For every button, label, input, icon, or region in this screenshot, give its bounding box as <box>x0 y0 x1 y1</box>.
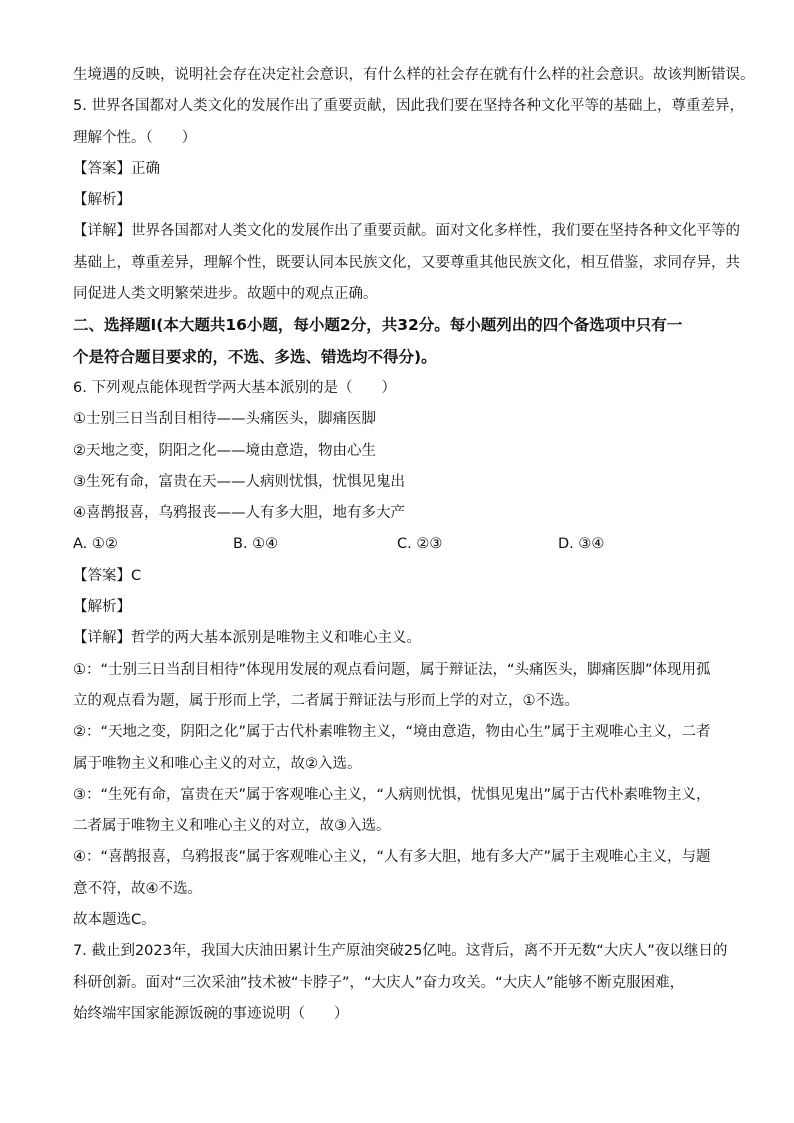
q6-conclusion: 故本题选C。 <box>73 912 156 929</box>
q6-detail-line-8: ④：“喜鹊报喜，乌鸦报丧”属于客观唯心主义，“人有多大胆，地有多大产”属于主观唯心主义，与题 <box>73 849 711 866</box>
q7-stem-line-3: 始终端牢国家能源饭碗的事迹说明（ ） <box>73 1005 349 1022</box>
question-5 <box>73 91 773 310</box>
q6-statement-2: ②天地之变，阴阳之化——境由意造，物由心生 <box>73 442 376 459</box>
q6-stem: 6. 下列观点能体现哲学两大基本派别的是（ ） <box>73 379 396 396</box>
q7-stem-line-1: 7. 截止到2023年，我国大庆油田累计生产原油突破25亿吨。这背后，离不开无数“大庆人”夜以继日的 <box>73 943 728 960</box>
q6-detail-line-5: 属于唯物主义和唯心主义的对立，故②入选。 <box>73 755 362 772</box>
q6-options <box>73 529 773 560</box>
q5-stem-line-1: 5. 世界各国都对人类文化的发展作出了重要贡献，因此我们要在坚持各种文化平等的基础上，尊重差异， <box>73 98 744 115</box>
q6-statement-3: ③生死有命，富贵在天——人病则忧惧，忧惧见鬼出 <box>73 473 405 490</box>
section-heading-line-1: 二、选择题Ⅰ(本大题共16小题，每小题2分，共32分。每小题列出的四个备选项中只有一 <box>73 316 683 335</box>
q5-stem-line-2: 理解个性。（ ） <box>73 129 197 146</box>
q5-answer: 【答案】正确 <box>73 160 160 177</box>
q6-statement-1: ①士别三日当刮目相待——头痛医头，脚痛医脚 <box>73 411 376 428</box>
previous-explanation-end: 生境遇的反映，说明社会存在决定社会意识，有什么样的社会存在就有什么样的社会意识。故该判断错误。 <box>73 67 755 83</box>
q6-statement-4: ④喜鹊报喜，乌鸦报丧——人有多大胆，地有多大产 <box>73 505 405 522</box>
section-heading-line-2: 个是符合题目要求的，不选、多选、错选均不得分)。 <box>73 347 437 366</box>
q6-option-b: B. ①④ <box>233 536 279 553</box>
q5-detail-line-1: 【详解】世界各国都对人类文化的发展作出了重要贡献。面对文化多样性，我们要在坚持各种文化平等的 <box>73 223 740 240</box>
q6-detail-line-6: ③：“生死有命，富贵在天”属于客观唯心主义，“人病则忧惧，忧惧见鬼出”属于古代朴素唯物主义， <box>73 786 711 803</box>
q6-detail-line-3: 立的观点看为题，属于形而上学，二者属于辩证法与形而上学的对立，①不选。 <box>73 692 579 709</box>
q6-option-a: A. ①② <box>73 536 118 553</box>
q6-detail-line-7: 二者属于唯物主义和唯心主义的对立，故③入选。 <box>73 818 391 835</box>
q6-detail-line-9: 意不符，故④不选。 <box>73 880 202 897</box>
q5-analysis-label: 【解析】 <box>73 192 131 209</box>
q6-option-d: D. ③④ <box>558 536 605 553</box>
q6-detail-line-1: 【详解】哲学的两大基本派别是唯物主义和唯心主义。 <box>73 630 421 647</box>
q6-detail-line-2: ①：“士别三日当刮目相待”体现用发展的观点看问题，属于辩证法，“头痛医头，脚痛医脚”体现用孤 <box>73 661 711 678</box>
q5-detail-line-2: 基础上，尊重差异，理解个性，既要认同本民族文化，又要尊重其他民族文化，相互借鉴，求同存异，共 <box>73 254 740 271</box>
section-heading <box>73 310 773 373</box>
q6-option-c: C. ②③ <box>397 536 443 553</box>
q7-stem-line-2: 科研创新。面对“三次采油”技术被“卡脖子”，“大庆人”奋力攻关。“大庆人”能够不断克服困难， <box>73 974 685 991</box>
page-content <box>73 60 773 1030</box>
q6-answer: 【答案】C <box>73 567 142 584</box>
question-6 <box>73 373 773 936</box>
q6-analysis-label: 【解析】 <box>73 599 131 616</box>
q6-detail-line-4: ②：“天地之变，阴阳之化”属于古代朴素唯物主义，“境由意造，物由心生”属于主观唯心主义，二者 <box>73 724 711 741</box>
q5-detail-line-3: 同促进人类文明繁荣进步。故题中的观点正确。 <box>73 286 378 303</box>
question-7 <box>73 936 773 1030</box>
